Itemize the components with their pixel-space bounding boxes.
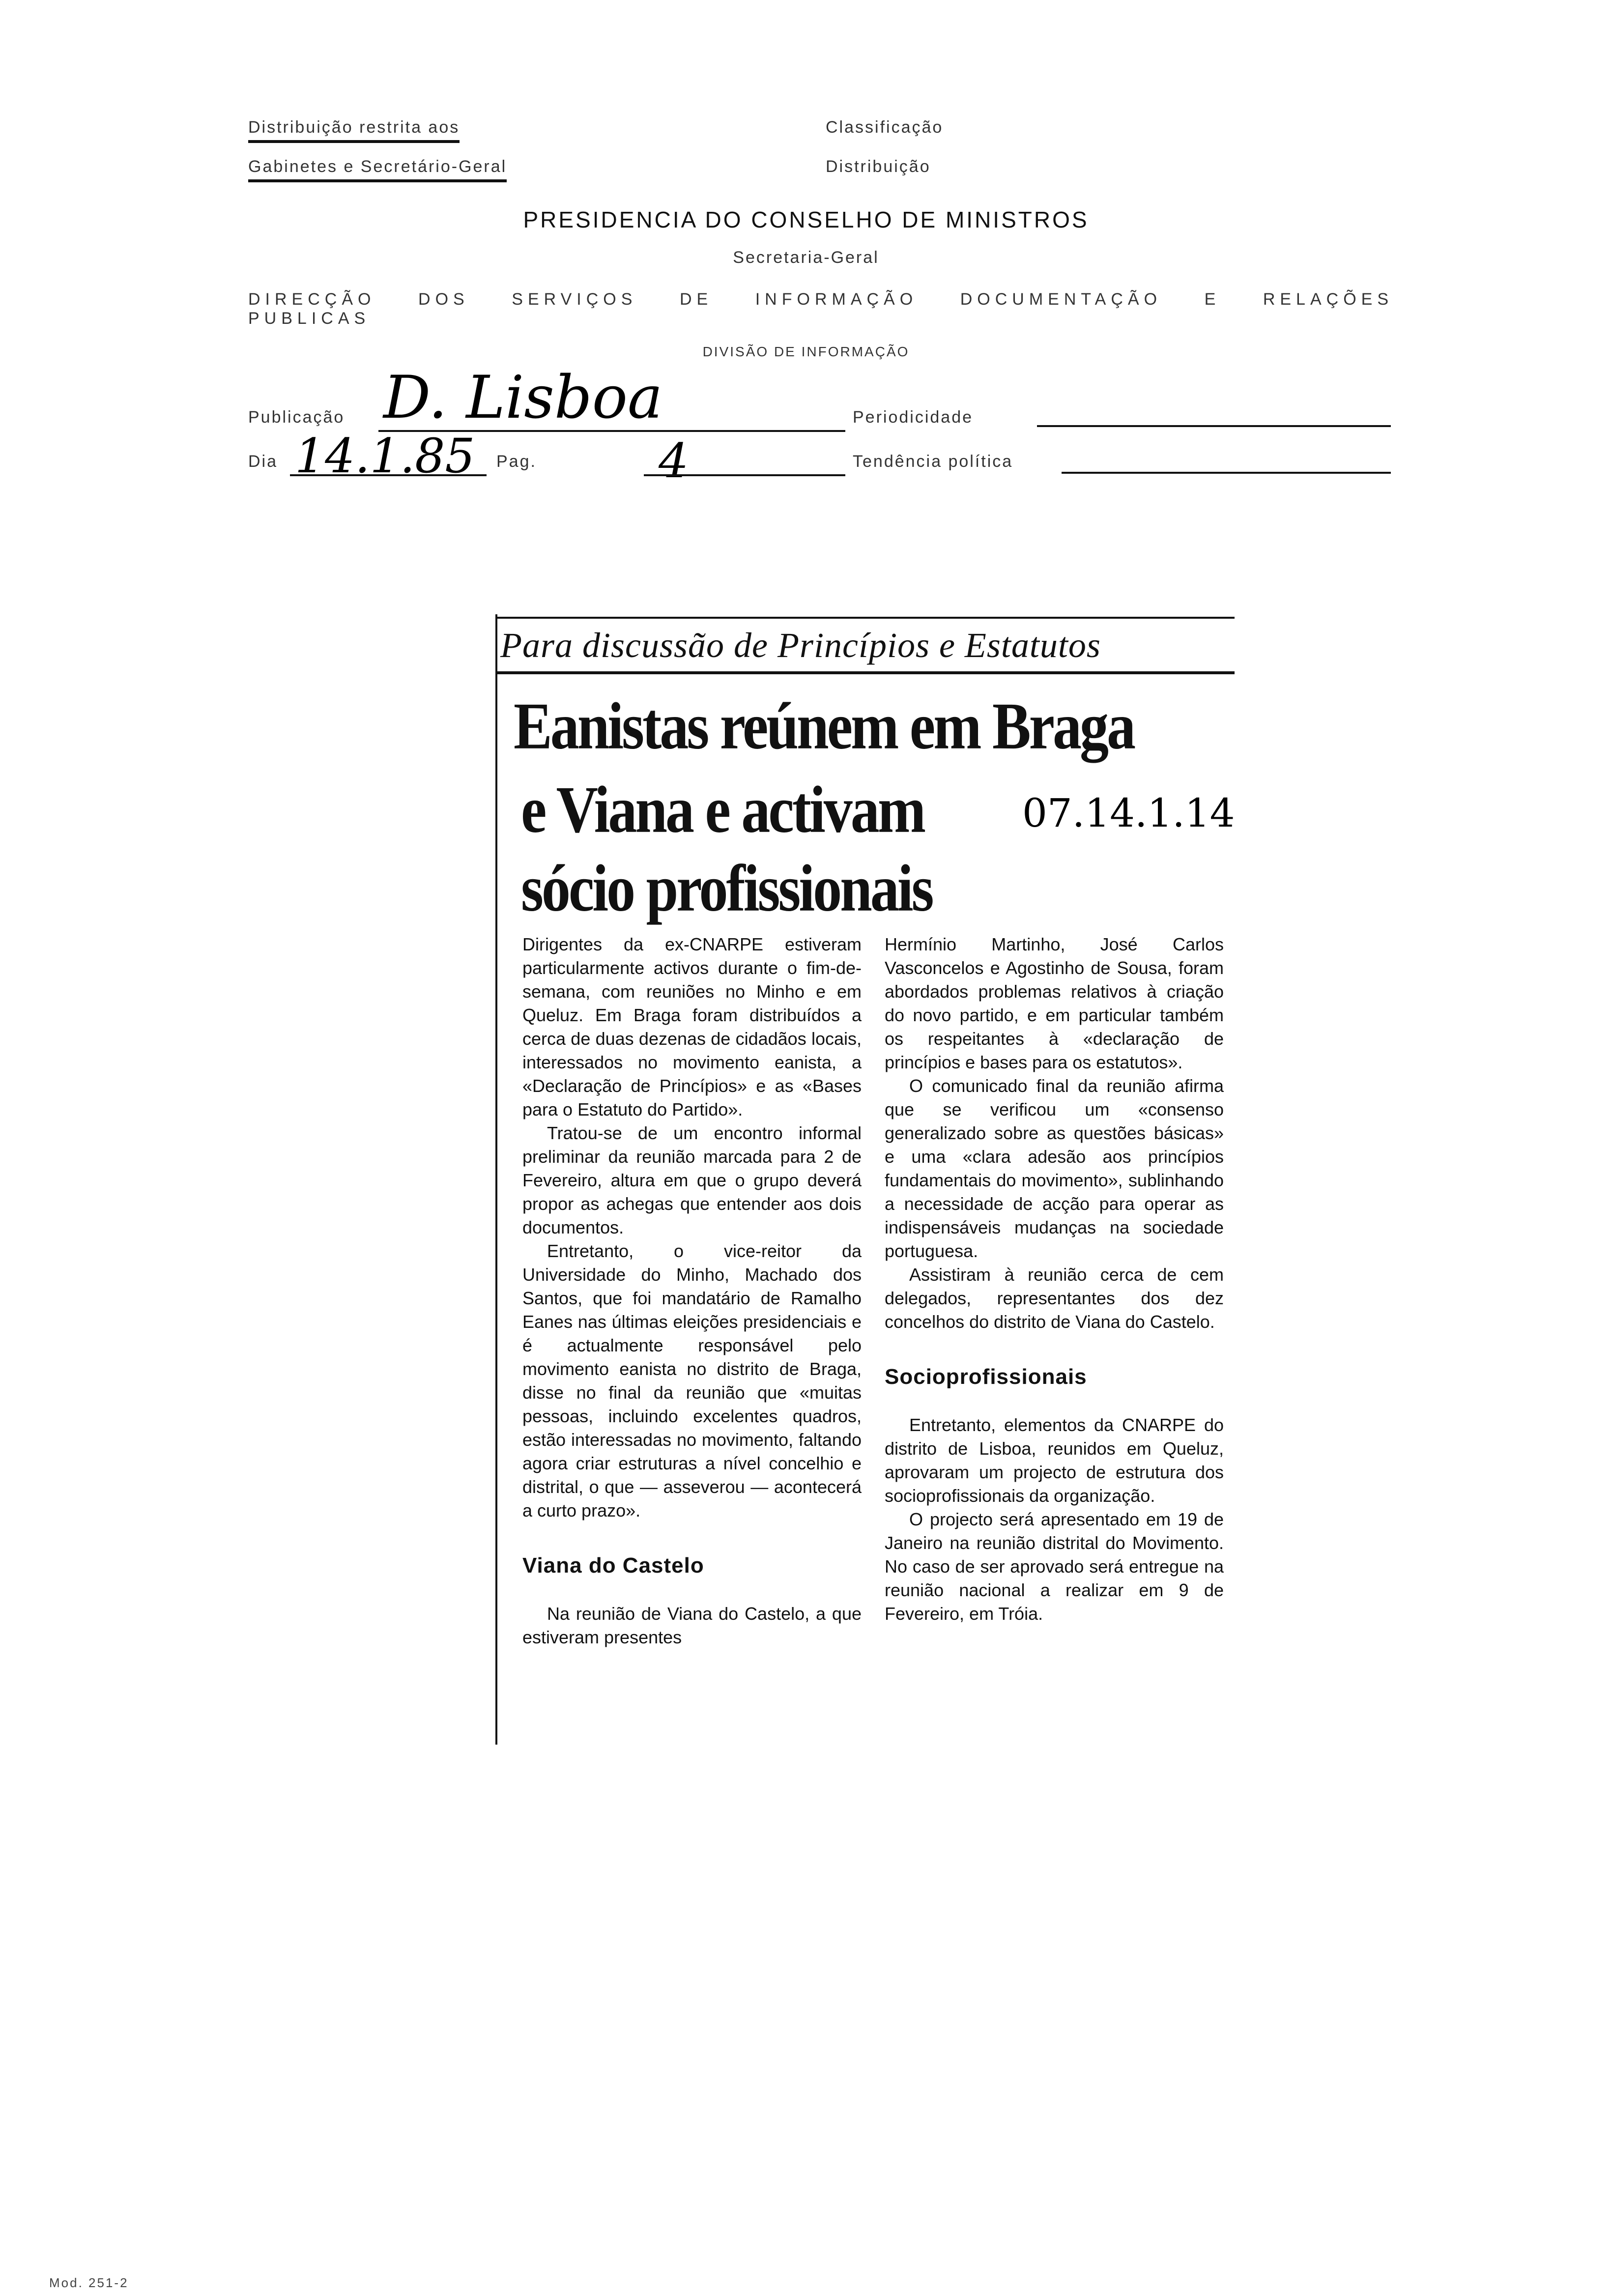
secretariat-label: Secretaria-Geral <box>733 248 879 267</box>
tendency-label: Tendência política <box>853 452 1013 471</box>
distribution-label: Distribuição <box>826 157 931 176</box>
page-label: Pag. <box>496 452 537 471</box>
distribution-restricted-label: Distribuição restrita aos <box>248 118 460 143</box>
paragraph: O comunicado final da reunião afirma que se verificou um «consenso generalizado sobre as questões básicas» e uma «clara adesão aos princípios fundamentais do movimento», sublinhando a necessidade de acção para operar as indispensáveis mudanças na sociedade portuguesa. <box>885 1076 1224 1261</box>
cabinets-label: Gabinetes e Secretário-Geral <box>248 157 507 182</box>
classification-label: Classificação <box>826 118 944 137</box>
subheading-viana: Viana do Castelo <box>522 1553 704 1578</box>
paragraph: Entretanto, elementos da CNARPE do distrito de Lisboa, reunidos em Queluz, aprovaram um projecto de estrutura dos socioprofissionais da organização. <box>885 1415 1224 1506</box>
day-value: 14.1.85 <box>295 429 475 484</box>
day-line <box>290 474 487 476</box>
paragraph: Tratou-se de um encontro informal preliminar da reunião marcada para 2 de Fevereiro, altura em que o grupo deverá propor as achegas que entender aos dois documentos. <box>522 1123 862 1237</box>
page-value: 4 <box>659 433 689 488</box>
periodicity-label: Periodicidade <box>853 408 974 427</box>
page-line <box>644 474 845 476</box>
tendency-line <box>1062 472 1391 474</box>
paragraph: Entretanto, o vice-reitor da Universidade do Minho, Machado dos Santos, que foi mandatário de Ramalho Eanes nas últimas eleições presidenciais e é actualmente responsável pelo movimento eanista no distrito de Braga, disse no final da reunião que «muitas pessoas, incluindo excelentes quadros, estão interessadas no movimento, faltando agora criar estruturas a nível concelhio e distrital, o que — asseverou — acontecerá a curto prazo». <box>522 1241 862 1521</box>
handwritten-reference: 07.14.1.14 <box>1022 790 1235 836</box>
directorate-label: DIRECÇÃO DOS SERVIÇOS DE INFORMAÇÃO DOCUMENTAÇÃO E RELAÇÕES PUBLICAS <box>248 290 1393 328</box>
clipping-border <box>495 614 497 1745</box>
headline-line-3: sócio profissionais <box>521 851 932 925</box>
headline-line-2: e Viana e activam <box>521 772 924 847</box>
publication-label: Publicação <box>248 408 345 427</box>
left-column <box>522 933 862 1649</box>
subheading-socioprofissionais: Socioprofissionais <box>885 1365 1087 1389</box>
paragraph: Dirigentes da ex-CNARPE estiveram particularmente activos durante o fim-de-semana, com reuniões no Minho e em Queluz. Em Braga foram distribuídos a cerca de duas dezenas de cidadãos locais, interessados no movimento eanista, a «Declaração de Princípios» e as «Bases para o Estatuto do Partido». <box>522 934 862 1119</box>
publication-value: D. Lisboa <box>383 364 663 432</box>
paragraph: Na reunião de Viana do Castelo, a que estiveram presentes <box>522 1604 862 1647</box>
article-kicker: Para discussão de Princípios e Estatutos <box>500 626 1101 665</box>
paragraph: Hermínio Martinho, José Carlos Vasconcelos e Agostinho de Sousa, foram abordados problemas relativos à criação do novo partido, e em particular também os respeitantes à «declaração de princípios e bases para os estatutos». <box>885 934 1224 1072</box>
right-column <box>885 933 1224 1626</box>
paragraph: Assistiram à reunião cerca de cem delegados, representantes dos dez concelhos do distrito de Viana do Castelo. <box>885 1264 1224 1332</box>
division-label: DIVISÃO DE INFORMAÇÃO <box>702 344 910 359</box>
periodicity-line <box>1037 425 1391 427</box>
kicker-rule <box>497 671 1235 674</box>
form-code: Mod. 251-2 <box>49 2275 129 2290</box>
headline-line-1: Eanistas reúnem em Braga <box>514 689 1134 763</box>
top-rule <box>497 617 1235 619</box>
day-label: Dia <box>248 452 278 471</box>
paragraph: O projecto será apresentado em 19 de Janeiro na reunião distrital do Movimento. No caso de ser aprovado será entregue na reunião nacional a realizar em 9 de Fevereiro, em Tróia. <box>885 1509 1224 1624</box>
presidency-title: PRESIDENCIA DO CONSELHO DE MINISTROS <box>523 207 1089 232</box>
